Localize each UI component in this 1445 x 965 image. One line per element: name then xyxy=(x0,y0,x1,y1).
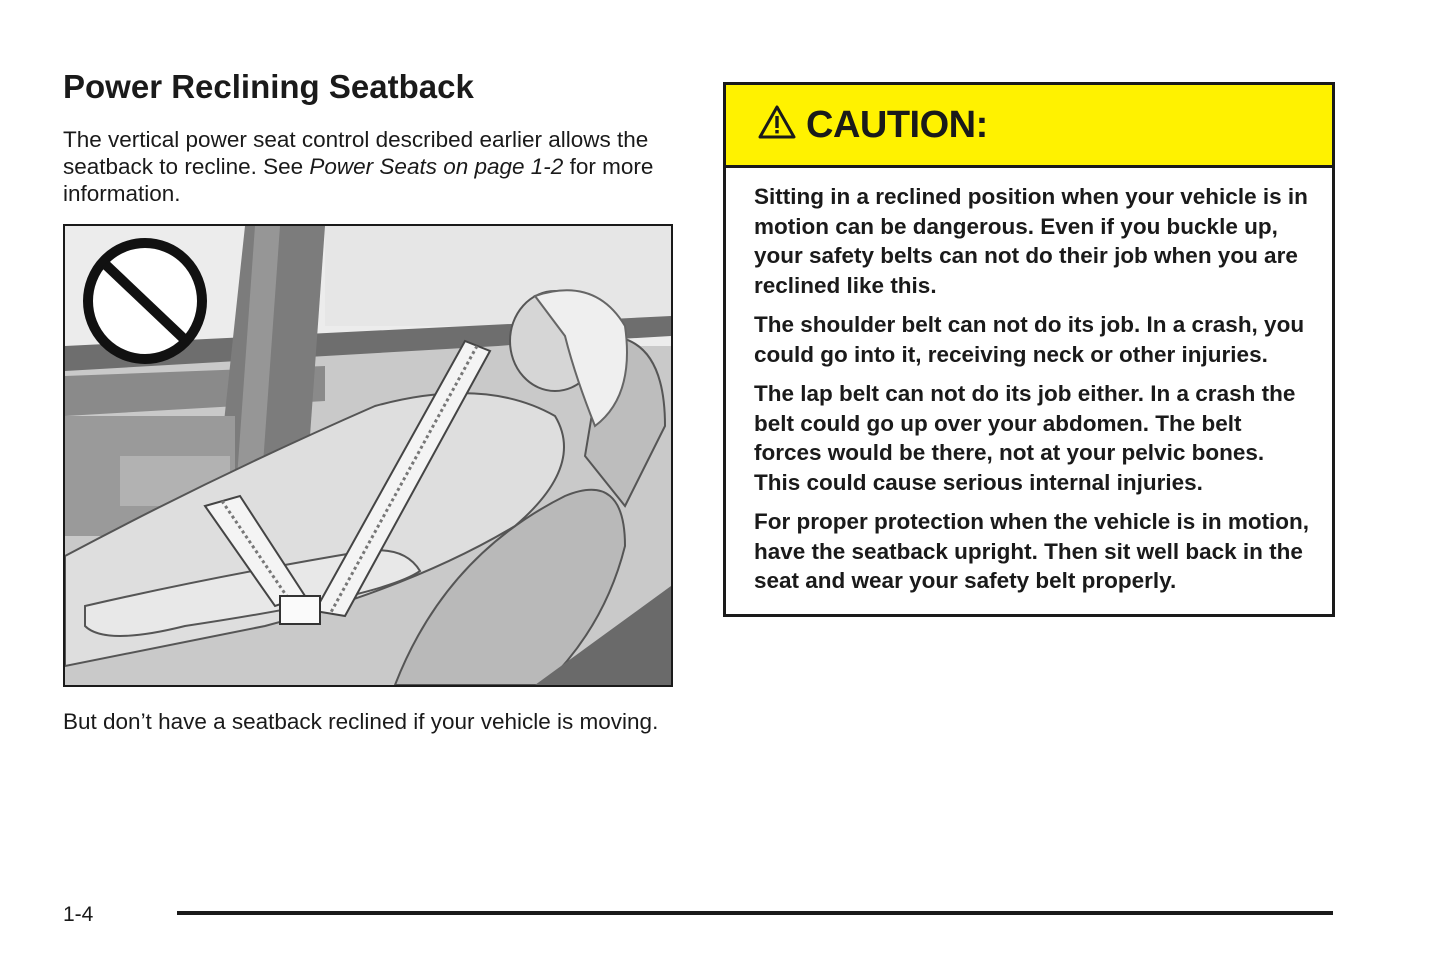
illustration-art xyxy=(65,226,671,685)
caution-box xyxy=(723,82,1335,617)
section-heading: Power Reclining Seatback xyxy=(63,68,474,105)
warning-paragraph: But don’t have a seatback reclined if your vehicle is moving. xyxy=(63,709,659,734)
footer-rule xyxy=(177,911,1333,915)
caution-paragraph: Sitting in a reclined position when your vehicle is in motion can be dangerous. Even if you buckle up, your safety belts can not do their job when you are reclined like this. xyxy=(754,184,1308,298)
caution-body xyxy=(726,168,1332,614)
caution-paragraph: The shoulder belt can not do its job. In a crash, you could go into it, receiving neck or other injuries. xyxy=(754,312,1305,367)
caution-title: CAUTION: xyxy=(806,103,988,146)
intro-text: The vertical power seat control described earlier allows the seatback to recline. See xyxy=(63,127,649,179)
page-reference: Power Seats on page 1-2 xyxy=(309,154,564,179)
page-number: 1-4 xyxy=(63,903,94,926)
intro-text-end: for more information. xyxy=(63,154,654,206)
caution-paragraph: The lap belt can not do its job either. In a crash the belt could go up over your abdomen. The belt forces would be there, not at your pelvic bones. This could cause serious internal injuries. xyxy=(754,381,1296,495)
prohibition-icon xyxy=(88,243,202,359)
caution-header xyxy=(726,85,1332,168)
intro-paragraph xyxy=(63,126,683,207)
reclined-seat-illustration xyxy=(63,224,673,687)
warning-triangle-icon xyxy=(758,105,796,139)
caution-paragraph: For proper protection when the vehicle is in motion, have the seatback upright. Then sit well back in the seat and wear your safety belt properly. xyxy=(754,509,1310,593)
